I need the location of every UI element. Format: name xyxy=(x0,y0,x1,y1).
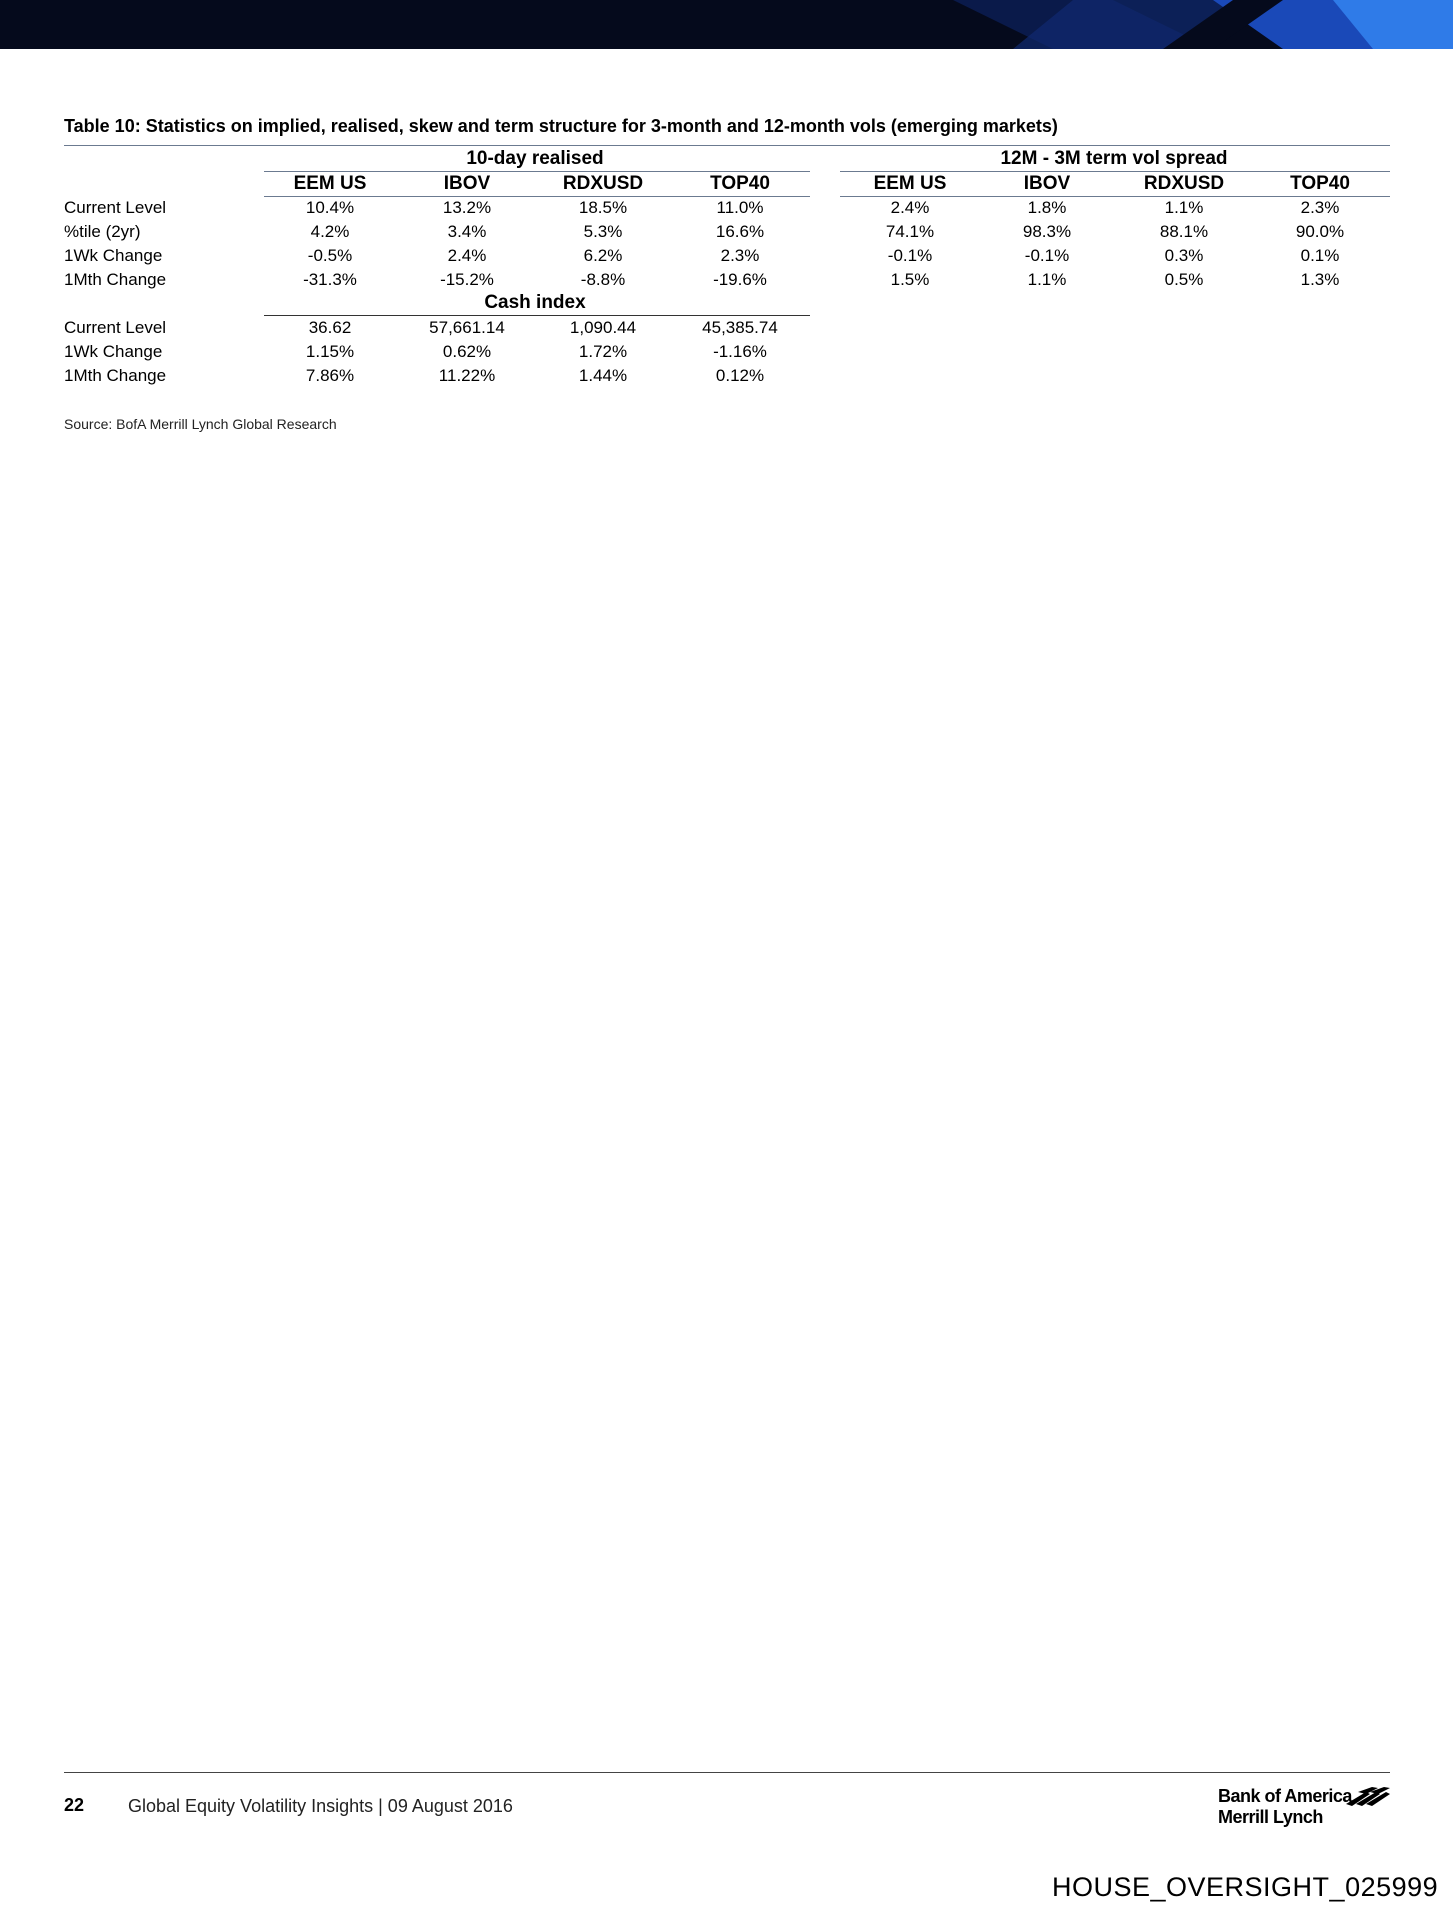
footer-rule xyxy=(64,1772,1390,1773)
table-cell: 13.2% xyxy=(442,198,492,217)
bates-number: HOUSE_OVERSIGHT_025999 xyxy=(1052,1872,1439,1902)
table-cell: 0.12% xyxy=(715,366,765,385)
table-cell: 1.72% xyxy=(578,342,628,361)
table-cell: -0.5% xyxy=(307,246,353,265)
table-title: Table 10: Statistics on implied, realised, skew and term structure for 3-month and 12-month vols (emerging markets) xyxy=(64,116,1058,136)
left-group-rule xyxy=(264,171,810,172)
table-cell: 10.4% xyxy=(305,198,355,217)
table-cell: -15.2% xyxy=(440,270,494,289)
right-group-title: 12M - 3M term vol spread xyxy=(1000,148,1228,169)
table-cell: 2.4% xyxy=(447,246,487,265)
publication-title: Global Equity Volatility Insights | 09 August 2016 xyxy=(128,1796,513,1816)
right-group-rule xyxy=(840,171,1390,172)
table-cell: 2.3% xyxy=(1300,198,1340,217)
table-cell: -19.6% xyxy=(713,270,767,289)
col-header-left: EEM US xyxy=(293,173,367,194)
left-header-rule xyxy=(264,196,810,197)
company-logo xyxy=(1218,1786,1398,1832)
table-cell: 1.44% xyxy=(578,366,628,385)
cash-index-rule xyxy=(264,315,810,316)
table-cell: 0.62% xyxy=(442,342,492,361)
table-cell: 90.0% xyxy=(1295,222,1345,241)
logo-line-2: Merrill Lynch xyxy=(1218,1807,1323,1827)
logo-line-1: Bank of America xyxy=(1218,1786,1352,1806)
table-cell: 1.1% xyxy=(1027,270,1067,289)
col-header-left: IBOV xyxy=(443,173,491,194)
col-header-right: EEM US xyxy=(873,173,947,194)
table-cell: -0.1% xyxy=(1024,246,1070,265)
col-header-right: RDXUSD xyxy=(1143,173,1225,194)
row-label: 1Wk Change xyxy=(64,342,163,361)
table-source: Source: BofA Merrill Lynch Global Research xyxy=(64,416,337,432)
table-cell: 11.22% xyxy=(438,366,496,385)
table-cell: -1.16% xyxy=(713,342,767,361)
table-cell: 0.3% xyxy=(1164,246,1204,265)
table-cell: 1.5% xyxy=(890,270,930,289)
row-label: 1Wk Change xyxy=(64,246,163,265)
page-number: 22 xyxy=(64,1795,85,1815)
table-cell: 7.86% xyxy=(305,366,355,385)
col-header-right: TOP40 xyxy=(1290,173,1350,194)
table-cell: 1.8% xyxy=(1027,198,1067,217)
row-label: Current Level xyxy=(64,318,167,337)
top-banner xyxy=(0,0,1453,49)
table-cell: -31.3% xyxy=(303,270,357,289)
table-cell: 18.5% xyxy=(578,198,628,217)
table-cell: 1.1% xyxy=(1164,198,1204,217)
flag-logo-icon xyxy=(1344,1786,1392,1808)
table-cell: 16.6% xyxy=(715,222,765,241)
col-header-left: RDXUSD xyxy=(562,173,644,194)
table-cell: 11.0% xyxy=(716,198,764,217)
table-cell: 1.3% xyxy=(1300,270,1340,289)
banner-graphic xyxy=(953,0,1453,49)
table-cell: 74.1% xyxy=(885,222,935,241)
table-cell: 5.3% xyxy=(583,222,623,241)
col-header-right: IBOV xyxy=(1023,173,1071,194)
table-cell: 36.62 xyxy=(308,318,352,337)
table-cell: 57,661.14 xyxy=(429,318,505,337)
row-label: 1Mth Change xyxy=(64,270,167,289)
row-label: 1Mth Change xyxy=(64,366,167,385)
table-cell: -0.1% xyxy=(887,246,933,265)
row-label: Current Level xyxy=(64,198,167,217)
cash-index-title: Cash index xyxy=(484,292,586,313)
table-top-rule xyxy=(64,145,1390,146)
left-group-title: 10-day realised xyxy=(466,148,604,169)
table-cell: 3.4% xyxy=(447,222,487,241)
table-cell: 2.4% xyxy=(890,198,930,217)
table-cell: 1,090.44 xyxy=(569,318,637,337)
table-cell: 45,385.74 xyxy=(702,318,778,337)
table-cell: 0.5% xyxy=(1164,270,1204,289)
table-cell: 6.2% xyxy=(583,246,623,265)
right-header-rule xyxy=(840,196,1390,197)
table-cell: 98.3% xyxy=(1022,222,1072,241)
table-cell: 88.1% xyxy=(1159,222,1209,241)
row-label: %tile (2yr) xyxy=(64,222,141,241)
col-header-left: TOP40 xyxy=(710,173,770,194)
table-cell: 0.1% xyxy=(1300,246,1340,265)
table-cell: 2.3% xyxy=(720,246,760,265)
table-cell: -8.8% xyxy=(580,270,626,289)
table-cell: 4.2% xyxy=(310,222,350,241)
table-cell: 1.15% xyxy=(305,342,355,361)
